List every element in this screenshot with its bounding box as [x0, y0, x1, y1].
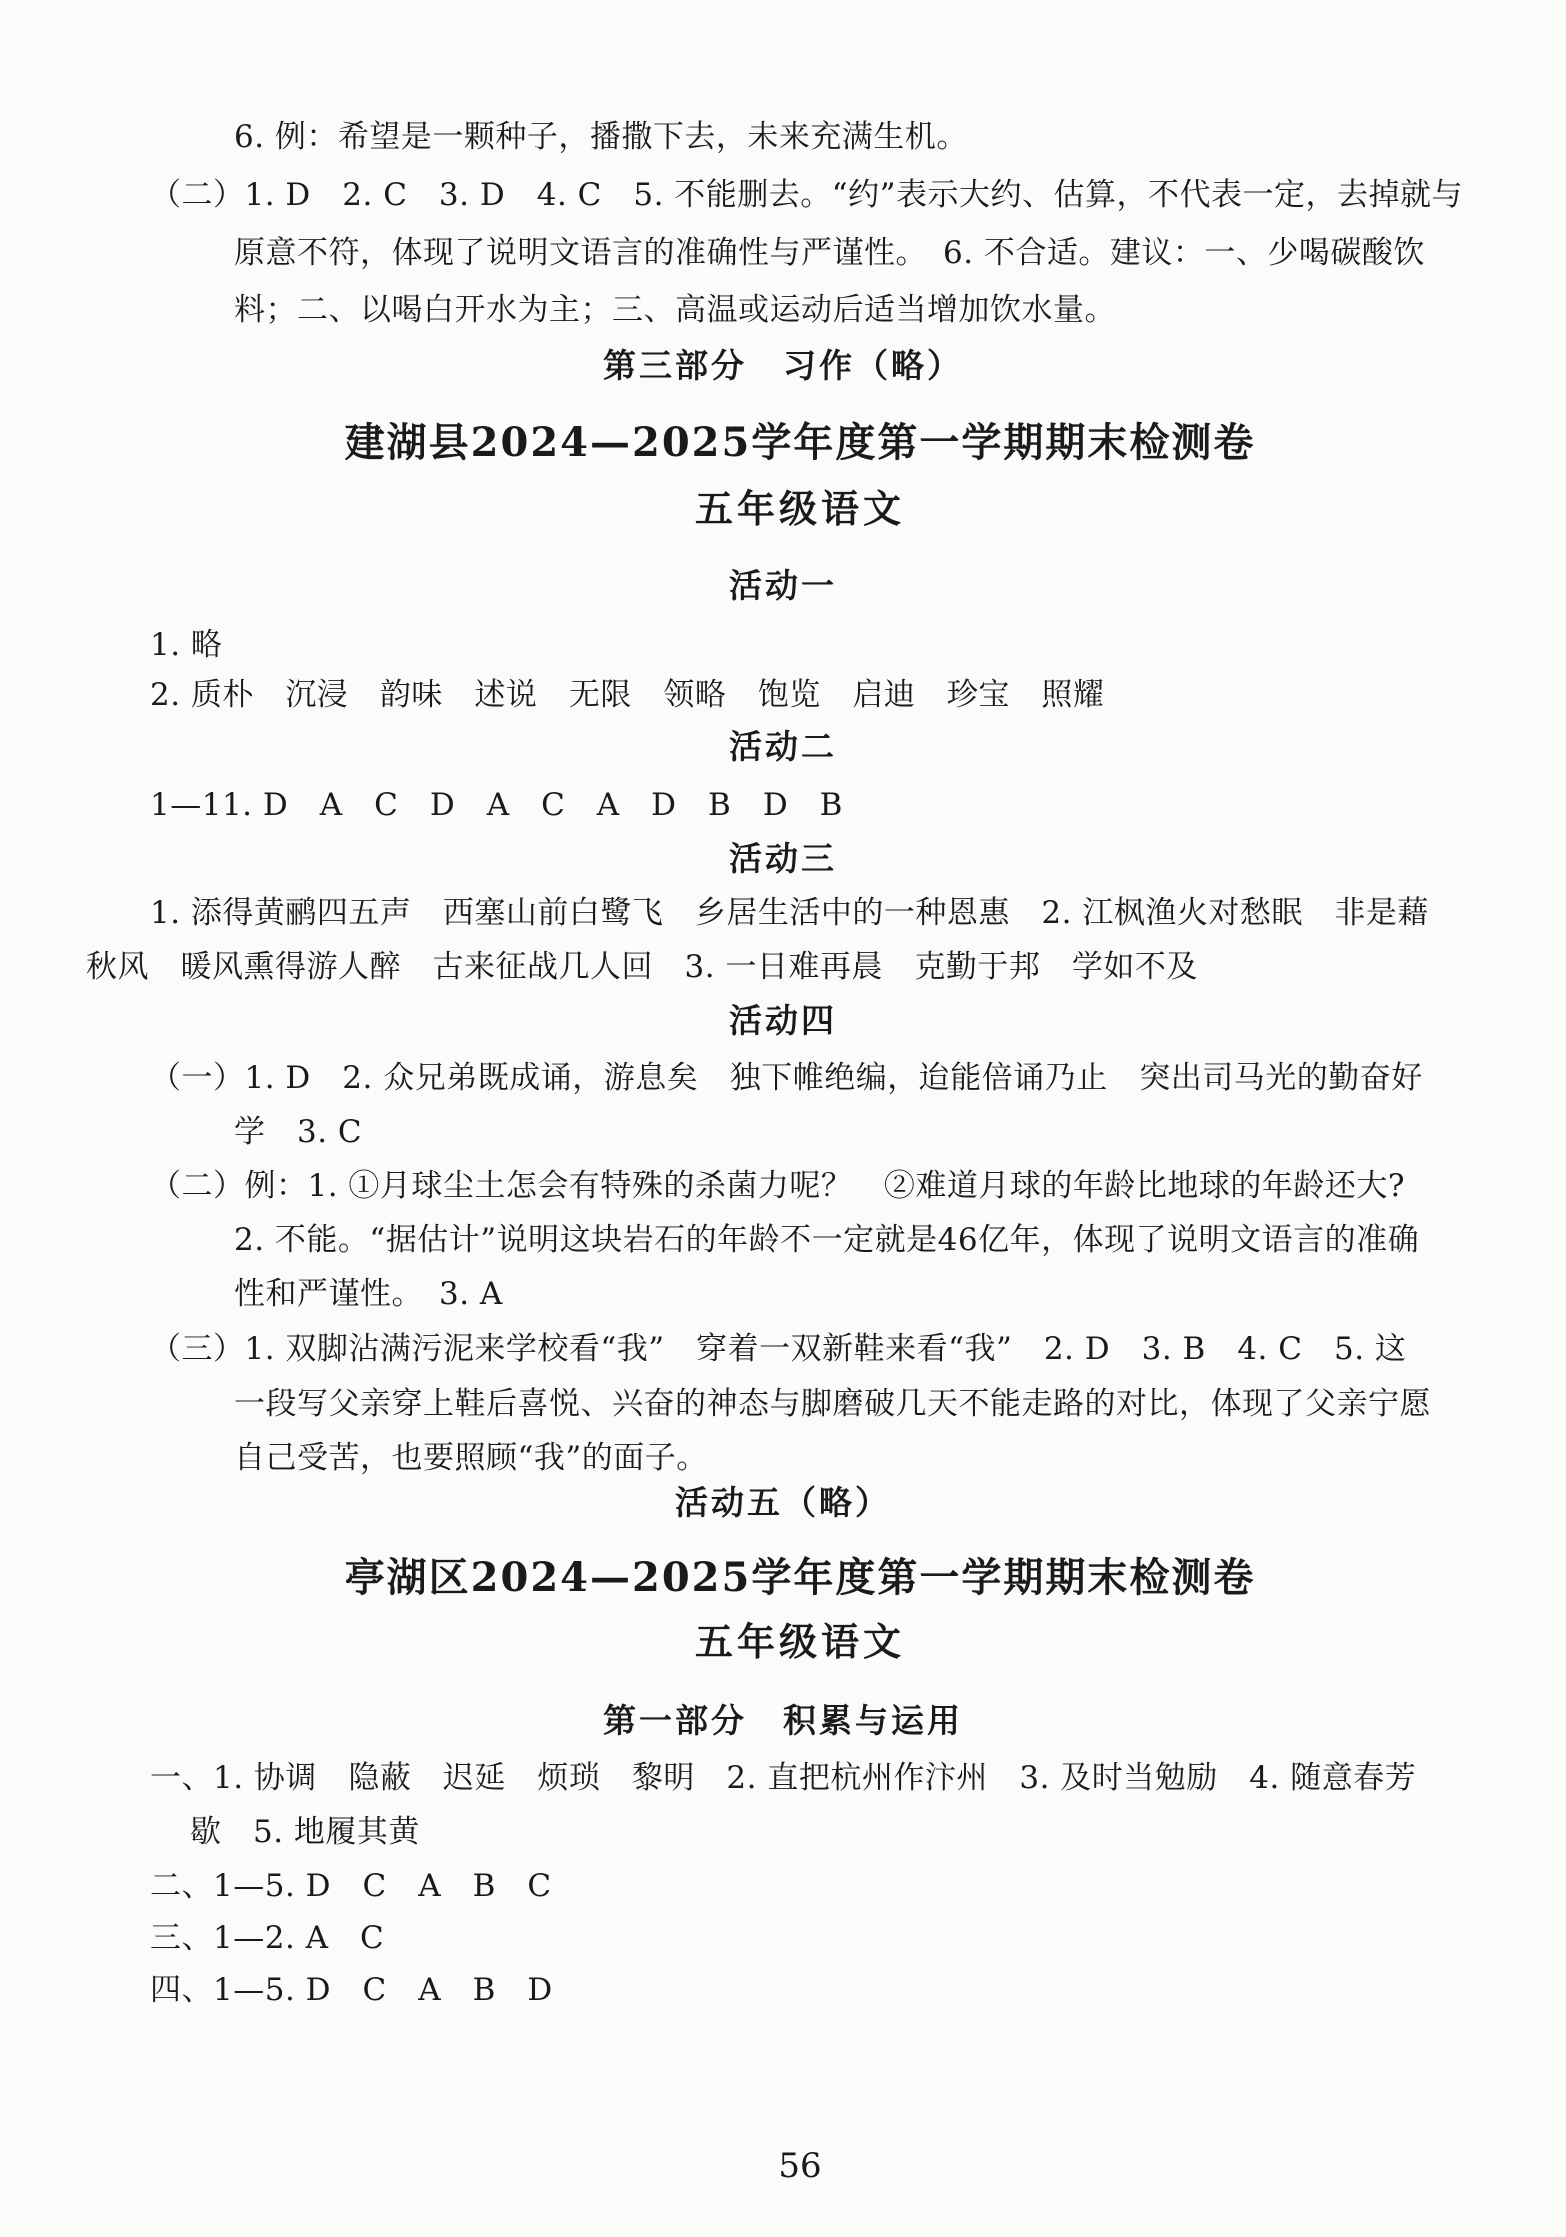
exam2-part-1-heading: 第一部分 积累与运用: [603, 1701, 963, 1740]
exam1-activity-4-line-7: 一段写父亲穿上鞋后喜悦、兴奋的神态与脚磨破几天不能走路的对比，体现了父亲宁愿: [234, 1386, 1431, 1422]
exam1-activity-3-heading: 活动三: [729, 839, 837, 878]
exam1-activity-2-line-1: 1—11. D A C D A C A D B D B: [150, 787, 843, 823]
exam2-line-1: 一、1. 协调 隐蔽 迟延 烦琐 黎明 2. 直把杭州作汴州 3. 及时当勉励 4. 随意春芳: [150, 1760, 1417, 1796]
exam2-line-5: 四、1—5. D C A B D: [150, 1972, 553, 2008]
exam1-activity-4-line-3: （二）例：1. ①月球尘土怎会有特殊的杀菌力呢？ ②难道月球的年龄比地球的年龄还大?: [150, 1168, 1406, 1204]
exam1-activity-2-heading: 活动二: [729, 727, 837, 766]
prev-section-2-line-2: 原意不符，体现了说明文语言的准确性与严谨性。 6. 不合适。建议：一、少喝碳酸饮: [234, 235, 1425, 271]
exam1-activity-4-line-1: （一）1. D 2. 众兄弟既成诵，游息矣 独下帷绝编，迨能倍诵乃止 突出司马光的勤奋好: [150, 1060, 1423, 1096]
exam1-activity-3-line-1: 1. 添得黄鹂四五声 西塞山前白鹭飞 乡居生活中的一种恩惠 2. 江枫渔火对愁眠 非是藉: [150, 895, 1429, 931]
exam1-activity-5-heading: 活动五（略）: [675, 1483, 891, 1522]
exam1-activity-3-line-2: 秋风 暖风熏得游人醉 古来征战几人回 3. 一日难再晨 克勤于邦 学如不及: [86, 949, 1198, 985]
exam1-subtitle: 五年级语文: [694, 486, 905, 531]
exam1-title: 建湖县2024—2025学年度第一学期期末检测卷: [344, 419, 1256, 466]
exam1-activity-4-line-4: 2. 不能。“据估计”说明这块岩石的年龄不一定就是46亿年，体现了说明文语言的准确: [234, 1222, 1420, 1258]
page-number: 56: [778, 2146, 822, 2186]
exam2-line-4: 三、1—2. A C: [150, 1920, 385, 1956]
exam1-activity-4-line-8: 自己受苦，也要照顾“我”的面子。: [234, 1440, 708, 1476]
prev-section-2-line-1: （二）1. D 2. C 3. D 4. C 5. 不能删去。“约”表示大约、估算，不代表一定，去掉就与: [150, 177, 1463, 213]
exam1-activity-4-line-2: 学 3. C: [234, 1114, 363, 1150]
exam1-activity-4-line-5: 性和严谨性。 3. A: [234, 1276, 503, 1312]
prev-answer-6: 6. 例：希望是一颗种子，播撒下去，未来充满生机。: [234, 119, 968, 155]
prev-part-3-heading: 第三部分 习作（略）: [603, 346, 963, 385]
exam1-activity-1-heading: 活动一: [729, 566, 837, 605]
exam2-line-2: 歇 5. 地履其黄: [190, 1814, 420, 1850]
exam2-line-3: 二、1—5. D C A B C: [150, 1868, 552, 1904]
exam2-title: 亭湖区2024—2025学年度第一学期期末检测卷: [344, 1554, 1256, 1601]
exam2-subtitle: 五年级语文: [694, 1619, 905, 1664]
prev-section-2-line-3: 料；二、以喝白开水为主；三、高温或运动后适当增加饮水量。: [234, 292, 1116, 328]
exam1-activity-1-line-2: 2. 质朴 沉浸 韵味 述说 无限 领略 饱览 启迪 珍宝 照耀: [150, 677, 1105, 713]
exam1-activity-4-line-6: （三）1. 双脚沾满污泥来学校看“我” 穿着一双新鞋来看“我” 2. D 3. B 4. C 5. 这: [150, 1331, 1407, 1367]
exam1-activity-4-heading: 活动四: [729, 1001, 837, 1040]
exam1-activity-1-line-1: 1. 略: [150, 627, 223, 663]
